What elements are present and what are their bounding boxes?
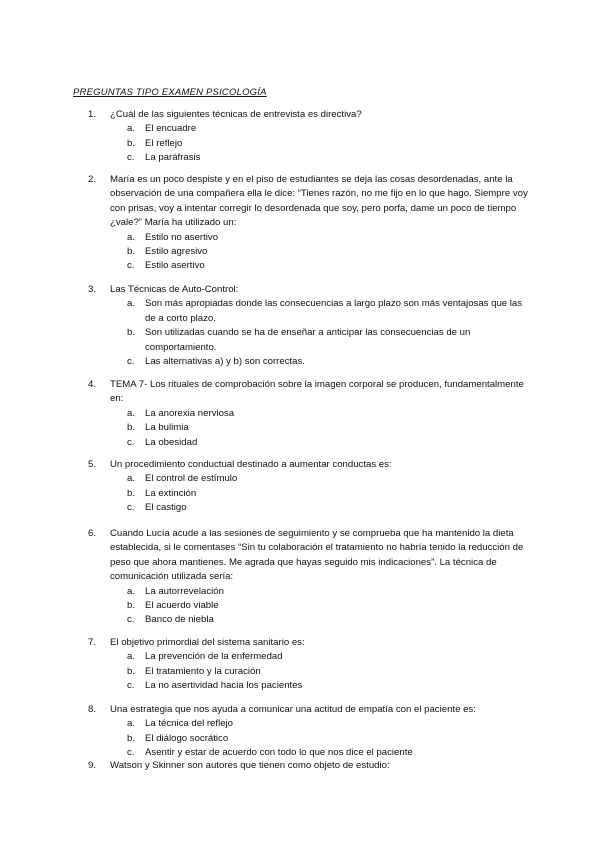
option-text: Banco de niebla <box>145 614 214 626</box>
question-number: 9. <box>88 760 97 771</box>
option-text: Asentir y estar de acuerdo con todo lo que nos dice el paciente <box>145 747 413 759</box>
question-number: 1. <box>88 109 97 120</box>
option-letter: a. <box>127 651 136 663</box>
option-b <box>127 326 530 355</box>
option-letter: b. <box>127 137 136 149</box>
option-letter: b. <box>127 732 136 744</box>
question-number: 3. <box>88 284 97 295</box>
option-letter: c. <box>127 502 135 514</box>
option-letter: a. <box>127 298 136 310</box>
option-letter: b. <box>127 665 136 677</box>
question-text: El objetivo primordial del sistema sanitario es: <box>110 637 305 648</box>
option-text: El castigo <box>145 502 187 514</box>
option-a <box>127 407 530 421</box>
option-letter: a. <box>127 585 136 597</box>
question-2 <box>0 173 600 274</box>
option-letter: b. <box>127 487 136 499</box>
option-list <box>0 650 600 693</box>
option-letter: c. <box>127 680 135 692</box>
option-b <box>127 732 530 746</box>
option-text: Las alternativas a) y b) son correctas. <box>145 356 305 368</box>
option-list <box>0 717 600 760</box>
option-b <box>127 245 530 259</box>
option-text: Estilo agresivo <box>145 246 208 258</box>
option-text: La paráfrasis <box>145 152 201 164</box>
option-letter: a. <box>127 718 136 730</box>
question-text: Una estrategia que nos ayuda a comunicar una actitud de empatía con el paciente es: <box>110 704 476 715</box>
option-a <box>127 650 530 664</box>
option-text: La no asertividad hacia los pacientes <box>145 680 303 692</box>
option-letter: c. <box>127 152 135 164</box>
option-list <box>0 407 600 450</box>
question-text: María es un poco despiste y en el piso de estudiantes se deja las cosas desordenadas, ante la observación de una compañera ella le dice: “Tienes razón, no me fijo en lo que hago. Siempre voy con prisas, voy a intentar corregir lo desordenada que soy, pero porfa, dame un poco de tiempo ¿vale?” María ha utilizado un: <box>110 174 528 229</box>
option-text: El reflejo <box>145 137 183 149</box>
option-b <box>127 137 530 151</box>
option-a <box>127 585 530 599</box>
question-5 <box>0 458 600 516</box>
question-number: 4. <box>88 379 97 390</box>
question-text: Las Técnicas de Auto-Control: <box>110 284 239 295</box>
option-c <box>127 151 530 165</box>
option-text: La técnica del reflejo <box>145 718 233 730</box>
option-list <box>0 231 600 274</box>
question-text: Cuando Lucía acude a las sesiones de seguimiento y se comprueba que ha mantenido la dieta establecida, si le comentases “Sin tu colaboración el tratamiento no habría tenido la reducción de peso que ahora mantienes. Me agrada que hayas seguido mis indicaciones”. La técnica de comunicación utilizada sería: <box>110 528 524 583</box>
option-c <box>127 613 530 627</box>
option-a <box>127 717 530 731</box>
option-list <box>0 472 600 515</box>
option-letter: b. <box>127 327 136 339</box>
page-title: PREGUNTAS TIPO EXAMEN PSICOLOGÍA <box>73 87 267 98</box>
option-text: La autorrevelación <box>145 585 224 597</box>
option-a <box>127 231 530 245</box>
option-text: La anorexia nerviosa <box>145 407 235 419</box>
question-number: 2. <box>88 174 97 185</box>
option-a <box>127 472 530 486</box>
option-letter: c. <box>127 436 135 448</box>
question-number: 7. <box>88 637 97 648</box>
option-text: Estilo no asertivo <box>145 231 219 243</box>
option-text: La obesidad <box>145 436 198 448</box>
question-text: ¿Cuál de las siguientes técnicas de entrevista es directiva? <box>110 109 362 120</box>
option-c <box>127 436 530 450</box>
option-text: Son más apropiadas donde las consecuencias a largo plazo son más ventajosas que las de a corto plazo. <box>145 298 523 324</box>
option-letter: b. <box>127 422 136 434</box>
option-a <box>127 297 530 326</box>
option-text: La bulimia <box>145 422 189 434</box>
option-letter: a. <box>127 473 136 485</box>
question-9 <box>0 759 600 773</box>
question-number: 6. <box>88 528 97 539</box>
option-b <box>127 487 530 501</box>
question-3 <box>0 283 600 369</box>
option-c <box>127 679 530 693</box>
question-8 <box>0 703 600 761</box>
question-number: 5. <box>88 459 97 470</box>
option-b <box>127 421 530 435</box>
option-b <box>127 599 530 613</box>
option-letter: b. <box>127 600 136 612</box>
option-text: El acuerdo viable <box>145 600 219 612</box>
option-text: Estilo asertivo <box>145 260 205 272</box>
option-letter: b. <box>127 246 136 258</box>
option-letter: c. <box>127 747 135 759</box>
option-c <box>127 355 530 369</box>
question-1 <box>0 108 600 166</box>
question-text: Un procedimiento conductual destinado a aumentar conductas es: <box>110 459 392 470</box>
option-letter: c. <box>127 356 135 368</box>
option-text: Son utilizadas cuando se ha de enseñar a anticipar las consecuencias de un comportamiento. <box>145 327 471 353</box>
question-number: 8. <box>88 704 97 715</box>
option-text: La extinción <box>145 487 197 499</box>
option-letter: c. <box>127 614 135 626</box>
option-letter: a. <box>127 123 136 135</box>
option-text: El control de estímulo <box>145 473 238 485</box>
question-text: Watson y Skinner son autores que tienen como objeto de estudio: <box>110 760 390 771</box>
option-list <box>0 585 600 628</box>
option-letter: a. <box>127 407 136 419</box>
option-list <box>0 122 600 165</box>
question-6 <box>0 527 600 628</box>
option-text: El diálogo socrático <box>145 732 229 744</box>
option-text: La prevención de la enfermedad <box>145 651 283 663</box>
option-c <box>127 259 530 273</box>
option-a <box>127 122 530 136</box>
option-list <box>0 297 600 369</box>
question-text: TEMA 7- Los rituales de comprobación sobre la imagen corporal se producen, fundamentalmente en: <box>110 379 524 405</box>
option-b <box>127 665 530 679</box>
option-letter: a. <box>127 231 136 243</box>
option-letter: c. <box>127 260 135 272</box>
option-text: El tratamiento y la curación <box>145 665 261 677</box>
option-c <box>127 501 530 515</box>
question-7 <box>0 636 600 694</box>
question-4 <box>0 378 600 450</box>
option-text: El encuadre <box>145 123 197 135</box>
